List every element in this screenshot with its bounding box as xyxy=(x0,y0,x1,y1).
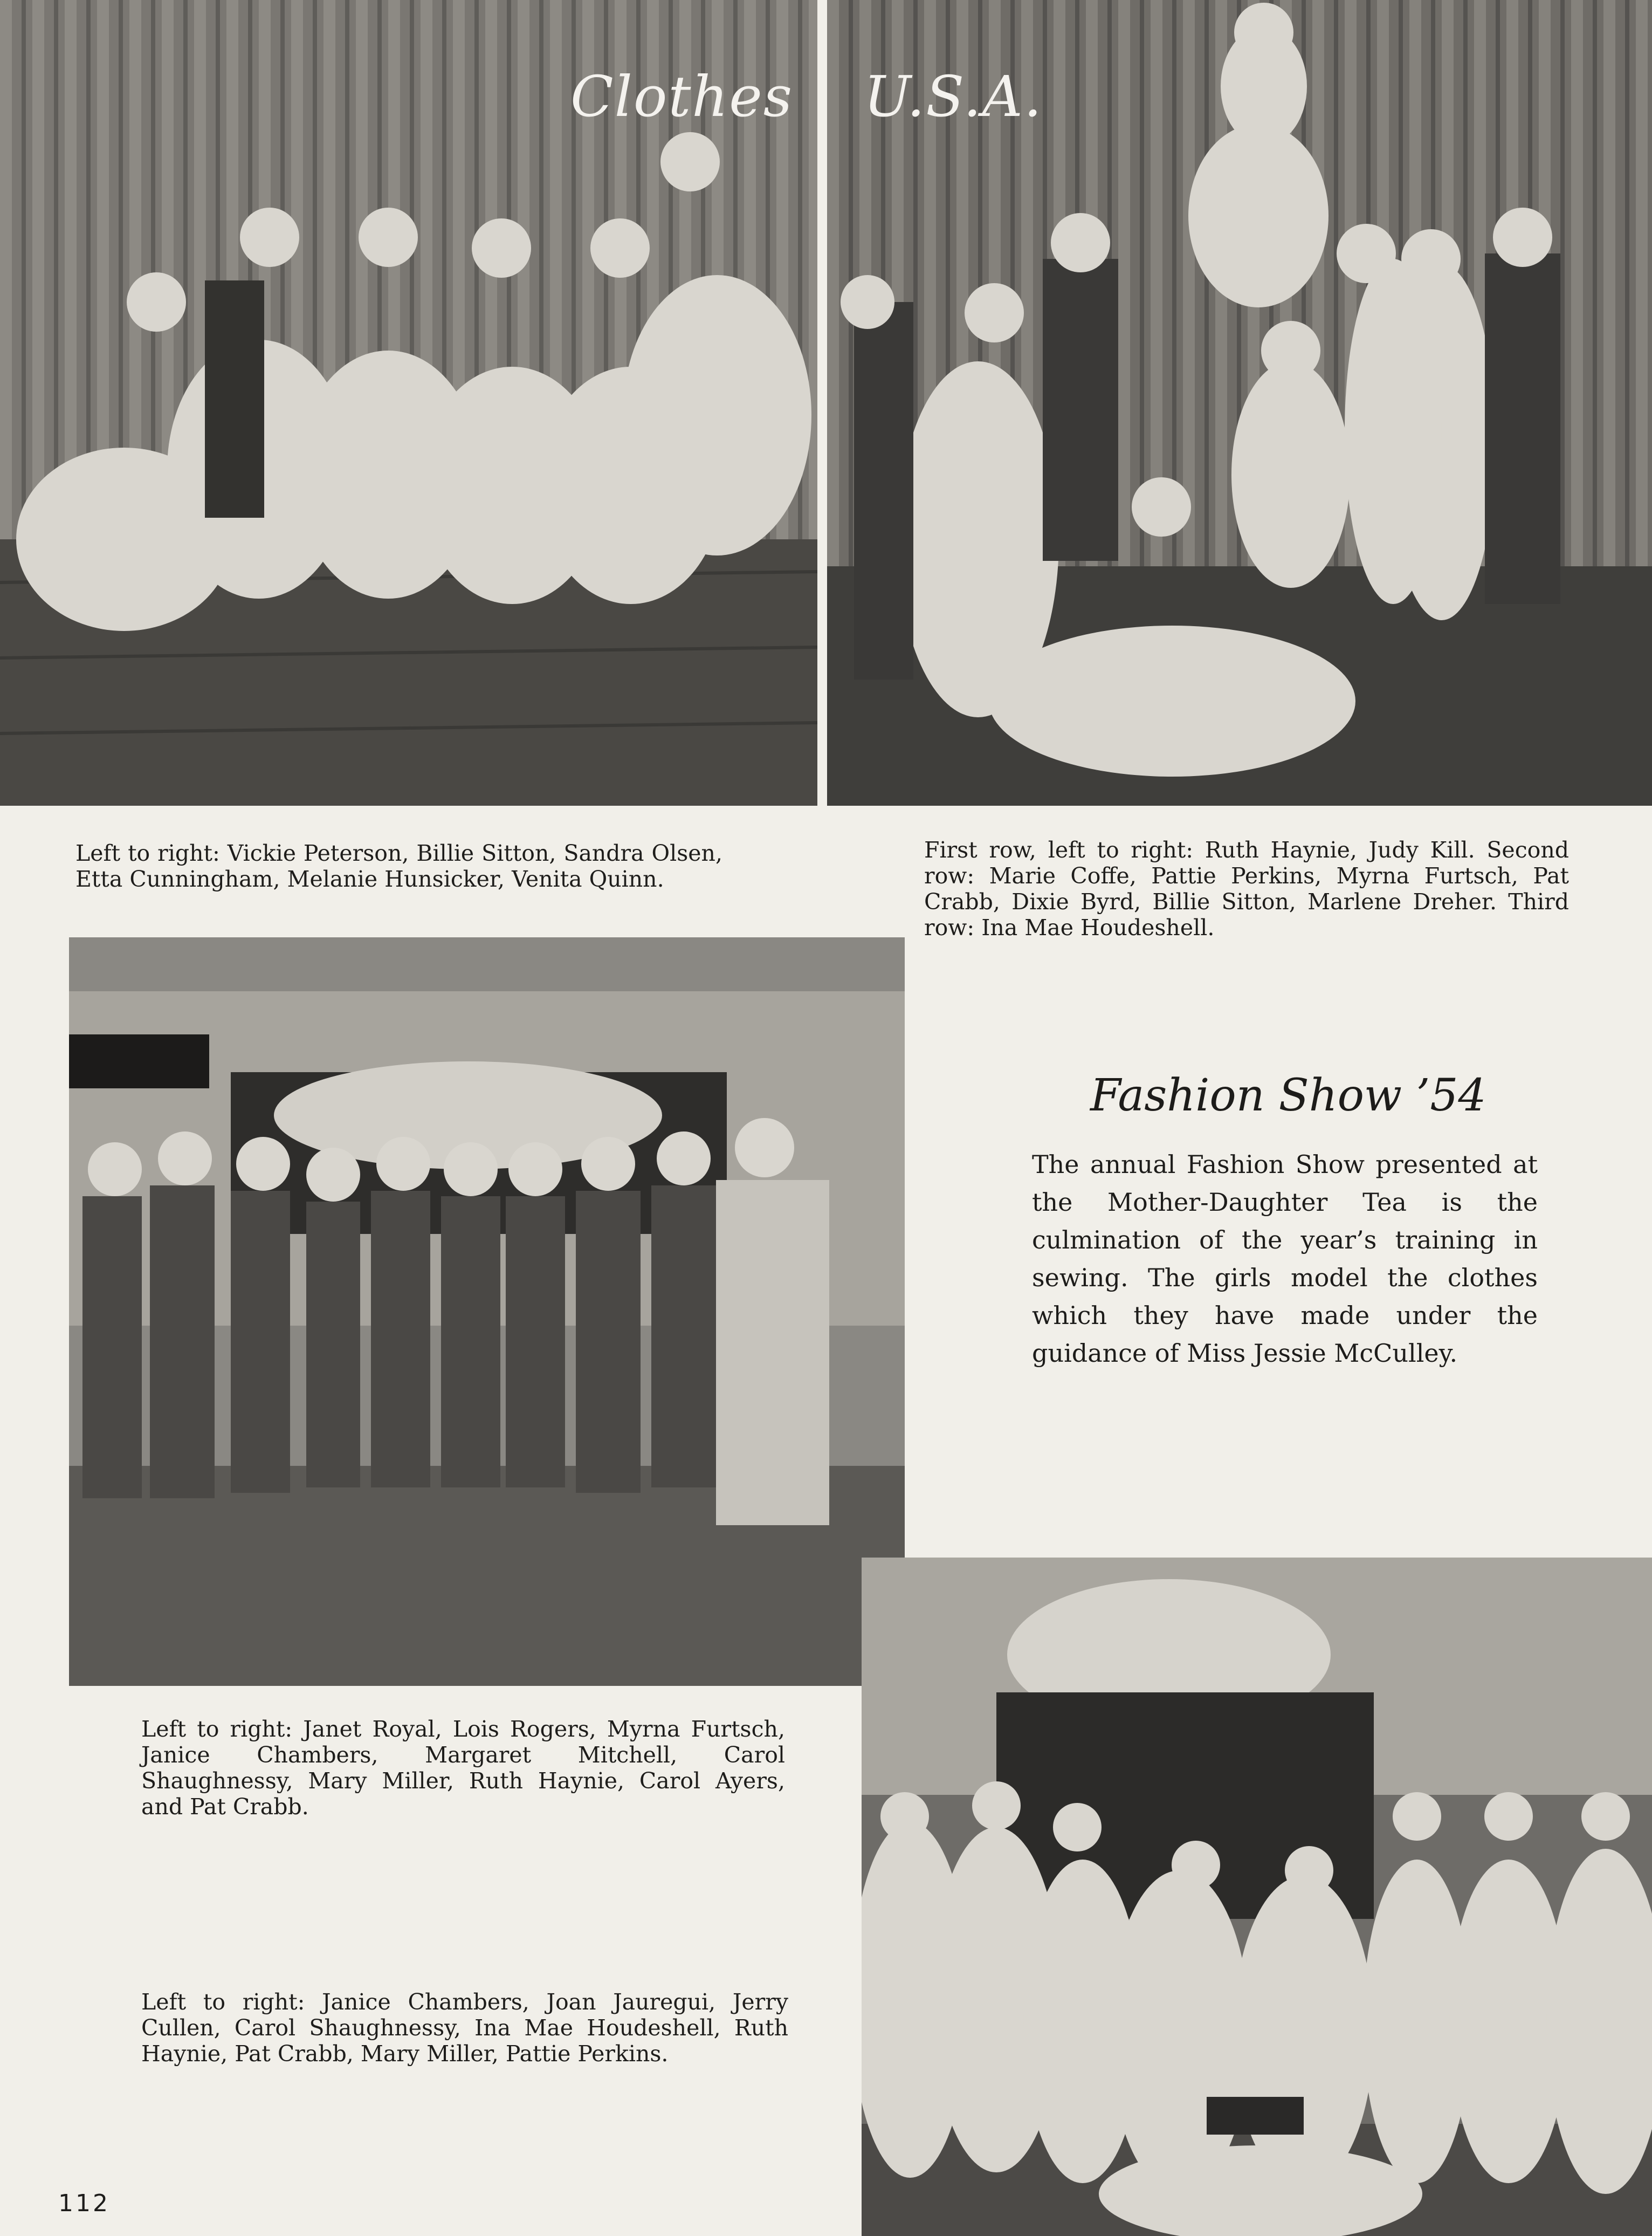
header-title-clothes: Clothes xyxy=(570,64,794,129)
caption-middle-left: Left to right: Janet Royal, Lois Rogers, Myrna Furtsch, Janice Chambers, Margaret Mitchell, Carol Shaughnessy, Mary Miller, Ruth Haynie, Carol Ayers, and Pat Crabb. xyxy=(141,1716,785,1820)
caption-bottom-left: Left to right: Janice Chambers, Joan Jauregui, Jerry Cullen, Carol Shaughnessy, Ina Mae Houdeshell, Ruth Haynie, Pat Crabb, Mary Miller, Pattie Perkins. xyxy=(141,1989,788,2067)
formal-gown-scene xyxy=(862,1558,1652,2236)
article-title: Fashion Show ’54 xyxy=(1090,1070,1486,1121)
photo-top-right xyxy=(827,0,1652,806)
page-number: 112 xyxy=(58,2190,110,2217)
article-body: The annual Fashion Show presented at the Mother-Daughter Tea is the culmination of the year’s training in sewing. The girls model the clothes which they have made under the guidance of Miss Jessie McCulley. xyxy=(1032,1150,1538,1368)
caption-top-left: Left to right: Vickie Peterson, Billie Sitton, Sandra Olsen, Etta Cunningham, Melanie Hunsicker, Venita Quinn. xyxy=(75,840,722,892)
photo-middle-left xyxy=(69,937,905,1686)
photo-bottom-right xyxy=(862,1558,1652,2236)
photo-top-left xyxy=(0,0,817,806)
caption-top-right: First row, left to right: Ruth Haynie, Judy Kill. Second row: Marie Coffe, Pattie Perkins, Myrna Furtsch, Pat Crabb, Dixie Byrd, Billie Sitton, Marlene Dreher. Third row: Ina Mae Houdeshell. xyxy=(924,837,1569,941)
fashion-lineup-scene xyxy=(69,937,905,1686)
header-title-usa: U.S.A. xyxy=(864,64,1043,129)
